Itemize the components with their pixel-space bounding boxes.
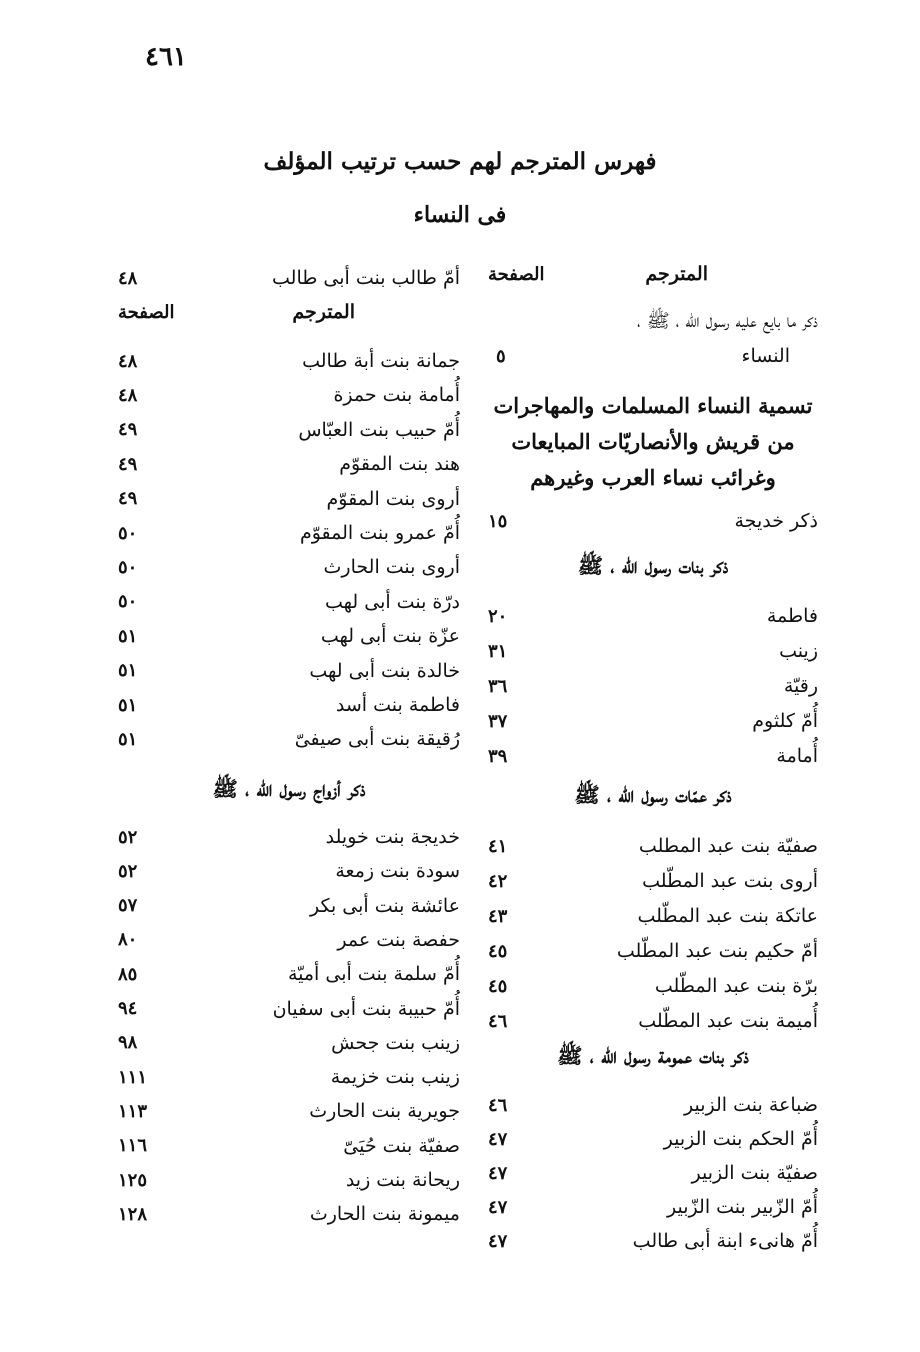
index-entry [488,901,818,931]
index-entry [118,1028,460,1058]
entry-name: جويرية بنت الحارث [309,1100,460,1123]
entry-name: أُمّ الزّبير بنت الزّبير [667,1196,818,1218]
entry-name: أمّ حكيم بنت عبد المطّلب [616,940,818,962]
section-heading-block [488,388,818,496]
index-entry [488,308,818,338]
entry-name: عاتكة بنت عبد المطّلب [637,905,818,927]
entry-name: النساء [741,345,790,367]
index-entry [118,1131,460,1161]
entry-page: ٤٩ [118,419,138,441]
entry-name: أُمامة [776,745,818,767]
entry-page: ٤٨ [118,267,138,289]
entry-page: ٥٠ [118,522,138,544]
entry-name: عزّة بنت أبى لهب [320,625,460,648]
entry-name: صفيّة بنت الزبير [691,1162,818,1184]
entry-page: ٣١ [488,640,508,662]
index-entry [488,706,818,736]
index-entry [488,971,818,1001]
entry-name: زينب [779,640,818,662]
entry-name: خالدة بنت أبى لهب [309,659,460,682]
index-entry [488,741,818,771]
index-entry [488,671,818,701]
heading-line: وغرائب نساء العرب وغيرهم [530,465,776,490]
entry-page: ٤٣ [488,905,508,927]
entry-page: ٨٠ [118,929,138,951]
entry-name: فاطمة بنت أسد [335,694,460,716]
entry-page: ٤٨ [118,350,138,372]
entry-page: ٩٨ [118,1032,138,1054]
entry-page: ٤٧ [488,1128,508,1150]
header-page: الصفحة [118,301,175,323]
entry-name: هند بنت المقوّم [339,453,460,476]
index-entry [118,690,460,720]
index-entry [488,1192,818,1222]
entry-name: رقيّة [783,675,818,697]
index-entry [488,936,818,966]
entry-name: ريحانة بنت زيد [345,1169,460,1191]
index-entry [118,415,460,445]
entry-name: عائشة بنت أبى بكر [309,894,460,917]
entry-page: ٩٤ [118,998,138,1019]
entry-page: ١١٦ [118,1135,148,1157]
entry-name: أُمّ سلمة بنت أبى أميّة [287,963,460,986]
entry-name: أُمّ الحكم بنت الزبير [663,1128,818,1150]
index-entry [118,449,460,479]
entry-page: ٤٧ [488,1162,508,1184]
section-heading: ذكر بنات رسول الله ، ﷺ [577,553,729,578]
entry-name: حفصة بنت عمر [337,928,460,951]
entry-name: رُقيقة بنت أبى صيفىّ [294,728,460,751]
entry-name: زينب بنت خزيمة [330,1066,460,1089]
entry-name: أمّ طالب بنت أبى طالب [272,267,460,289]
entry-page: ٨٥ [118,963,138,985]
header-translated: المترجم [292,301,355,323]
entry-page: ٤٦ [488,1094,508,1116]
entry-name: صفيّة بنت عبد المطلب [638,835,818,857]
section-heading: ذكر عمّات رسول الله ، ﷺ [574,782,732,807]
entry-name: جمانة بنت أبة طالب [302,350,460,372]
index-entry [118,484,460,514]
entry-page: ٤٦ [488,1010,508,1032]
index-entry [488,636,818,666]
index-entry [118,621,460,651]
entry-name: درّة بنت أبى لهب [325,590,460,613]
entry-page: ١١١ [118,1066,148,1088]
index-entry [118,1165,460,1195]
index-entry [118,1062,460,1092]
entry-page: ٤٩ [118,453,138,475]
entry-page: ٤٥ [488,975,508,997]
index-entry [488,341,818,371]
entry-page: ٥٢ [118,826,138,848]
entry-name: أُمّ حبيبة بنت أبى سفيان [272,997,460,1020]
entry-page: ٥١ [118,694,138,716]
entry-name: صفيّة بنت حُيَىّ [343,1134,460,1157]
index-entry [118,380,460,410]
index-entry [118,1199,460,1229]
entry-name: أروى بنت الحارث [323,556,460,579]
index-entry [488,1124,818,1154]
entry-name: برّة بنت عبد المطّلب [654,975,818,997]
entry-name: ذكر خديجة [734,510,818,532]
index-entry [118,518,460,548]
index-entry [488,1006,818,1036]
section-heading: ذكر بنات عمومة رسول الله ، ﷺ [557,1043,749,1068]
entry-page: ٢٠ [488,605,508,627]
entry-name: ضباعة بنت الزبير [684,1094,818,1116]
entry-page: ٤٩ [118,488,138,510]
entry-page: ٤٧ [488,1196,508,1218]
entry-page: ٣٩ [488,745,508,767]
index-entry [488,1090,818,1120]
index-entry [488,831,818,861]
index-column-left [118,0,460,1352]
heading-line: من قريش والأنصاريّات المبايعات [511,429,795,454]
entry-page: ٣٦ [488,675,508,697]
index-entry [118,724,460,754]
page-subtitle: فى النساء [413,202,507,228]
entry-page: ٤٢ [488,870,508,892]
index-entry [488,601,818,631]
index-entry [118,959,460,989]
column-header [118,297,460,327]
entry-page: ١٢٨ [118,1203,148,1225]
entry-name: ذكر ما بايع عليه رسول الله ، ﷺ ، [637,310,818,332]
page-title: فهرس المترجم لهم حسب ترتيب المؤلف [263,148,657,175]
entry-page: ٤٧ [488,1230,508,1252]
entry-page: ٤١ [488,835,508,857]
entry-name: أُمامة بنت حمزة [333,384,460,407]
entry-name: خديجة بنت خويلد [325,826,460,848]
entry-page: ٤٥ [488,940,508,962]
header-translated: المترجم [645,263,708,285]
entry-page: ١٢٥ [118,1169,148,1191]
index-entry [118,587,460,617]
entry-page: ٥٢ [118,860,138,882]
index-entry [118,263,460,293]
index-entry [118,346,460,376]
header-page: الصفحة [488,263,545,285]
column-header [488,259,818,289]
index-entry [118,1096,460,1126]
entry-name: أُمّ كلثوم [752,710,818,732]
index-entry [118,994,460,1024]
entry-page: ٣٧ [488,710,508,732]
index-entry [488,506,818,536]
entry-name: أُميمة بنت عبد المطّلب [638,1010,818,1032]
entry-page: ٥١ [118,625,138,647]
index-entry [488,1158,818,1188]
entry-page: ١٥ [488,510,508,532]
index-column-right [488,0,818,1352]
section-heading: ذكر أزواج رسول الله ، ﷺ [212,776,366,801]
index-entry [488,866,818,896]
index-entry [118,552,460,582]
entry-name: أروى بنت المقوّم [326,487,460,510]
entry-name: زينب بنت جحش [331,1031,460,1054]
page-number: ٤٦١ [145,42,187,72]
entry-name: أُمّ هانىء ابنة أبى طالب [632,1230,818,1252]
entry-page: ١١٣ [118,1100,148,1122]
entry-name: فاطمة [766,605,818,627]
index-entry [118,925,460,955]
entry-name: أُمّ عمرو بنت المقوّم [299,522,460,544]
entry-name: أُمّ حبيب بنت العبّاس [298,418,460,441]
entry-page: ٥٠ [118,556,138,578]
index-entry [118,656,460,686]
index-entry [488,1226,818,1256]
index-entry [118,822,460,852]
entry-name: أروى بنت عبد المطّلب [642,870,818,892]
entry-page: ٥١ [118,660,138,682]
entry-page: ٥٧ [118,895,138,917]
entry-page: ٥٠ [118,591,138,613]
heading-line: تسمية النساء المسلمات والمهاجرات [493,393,813,418]
entry-name: ميمونة بنت الحارث [309,1203,460,1226]
entry-name: سودة بنت زمعة [335,860,460,883]
entry-page: ٥ [496,345,506,367]
index-entry [118,891,460,921]
entry-page: ٥١ [118,728,138,750]
index-entry [118,856,460,886]
entry-page: ٤٨ [118,384,138,406]
